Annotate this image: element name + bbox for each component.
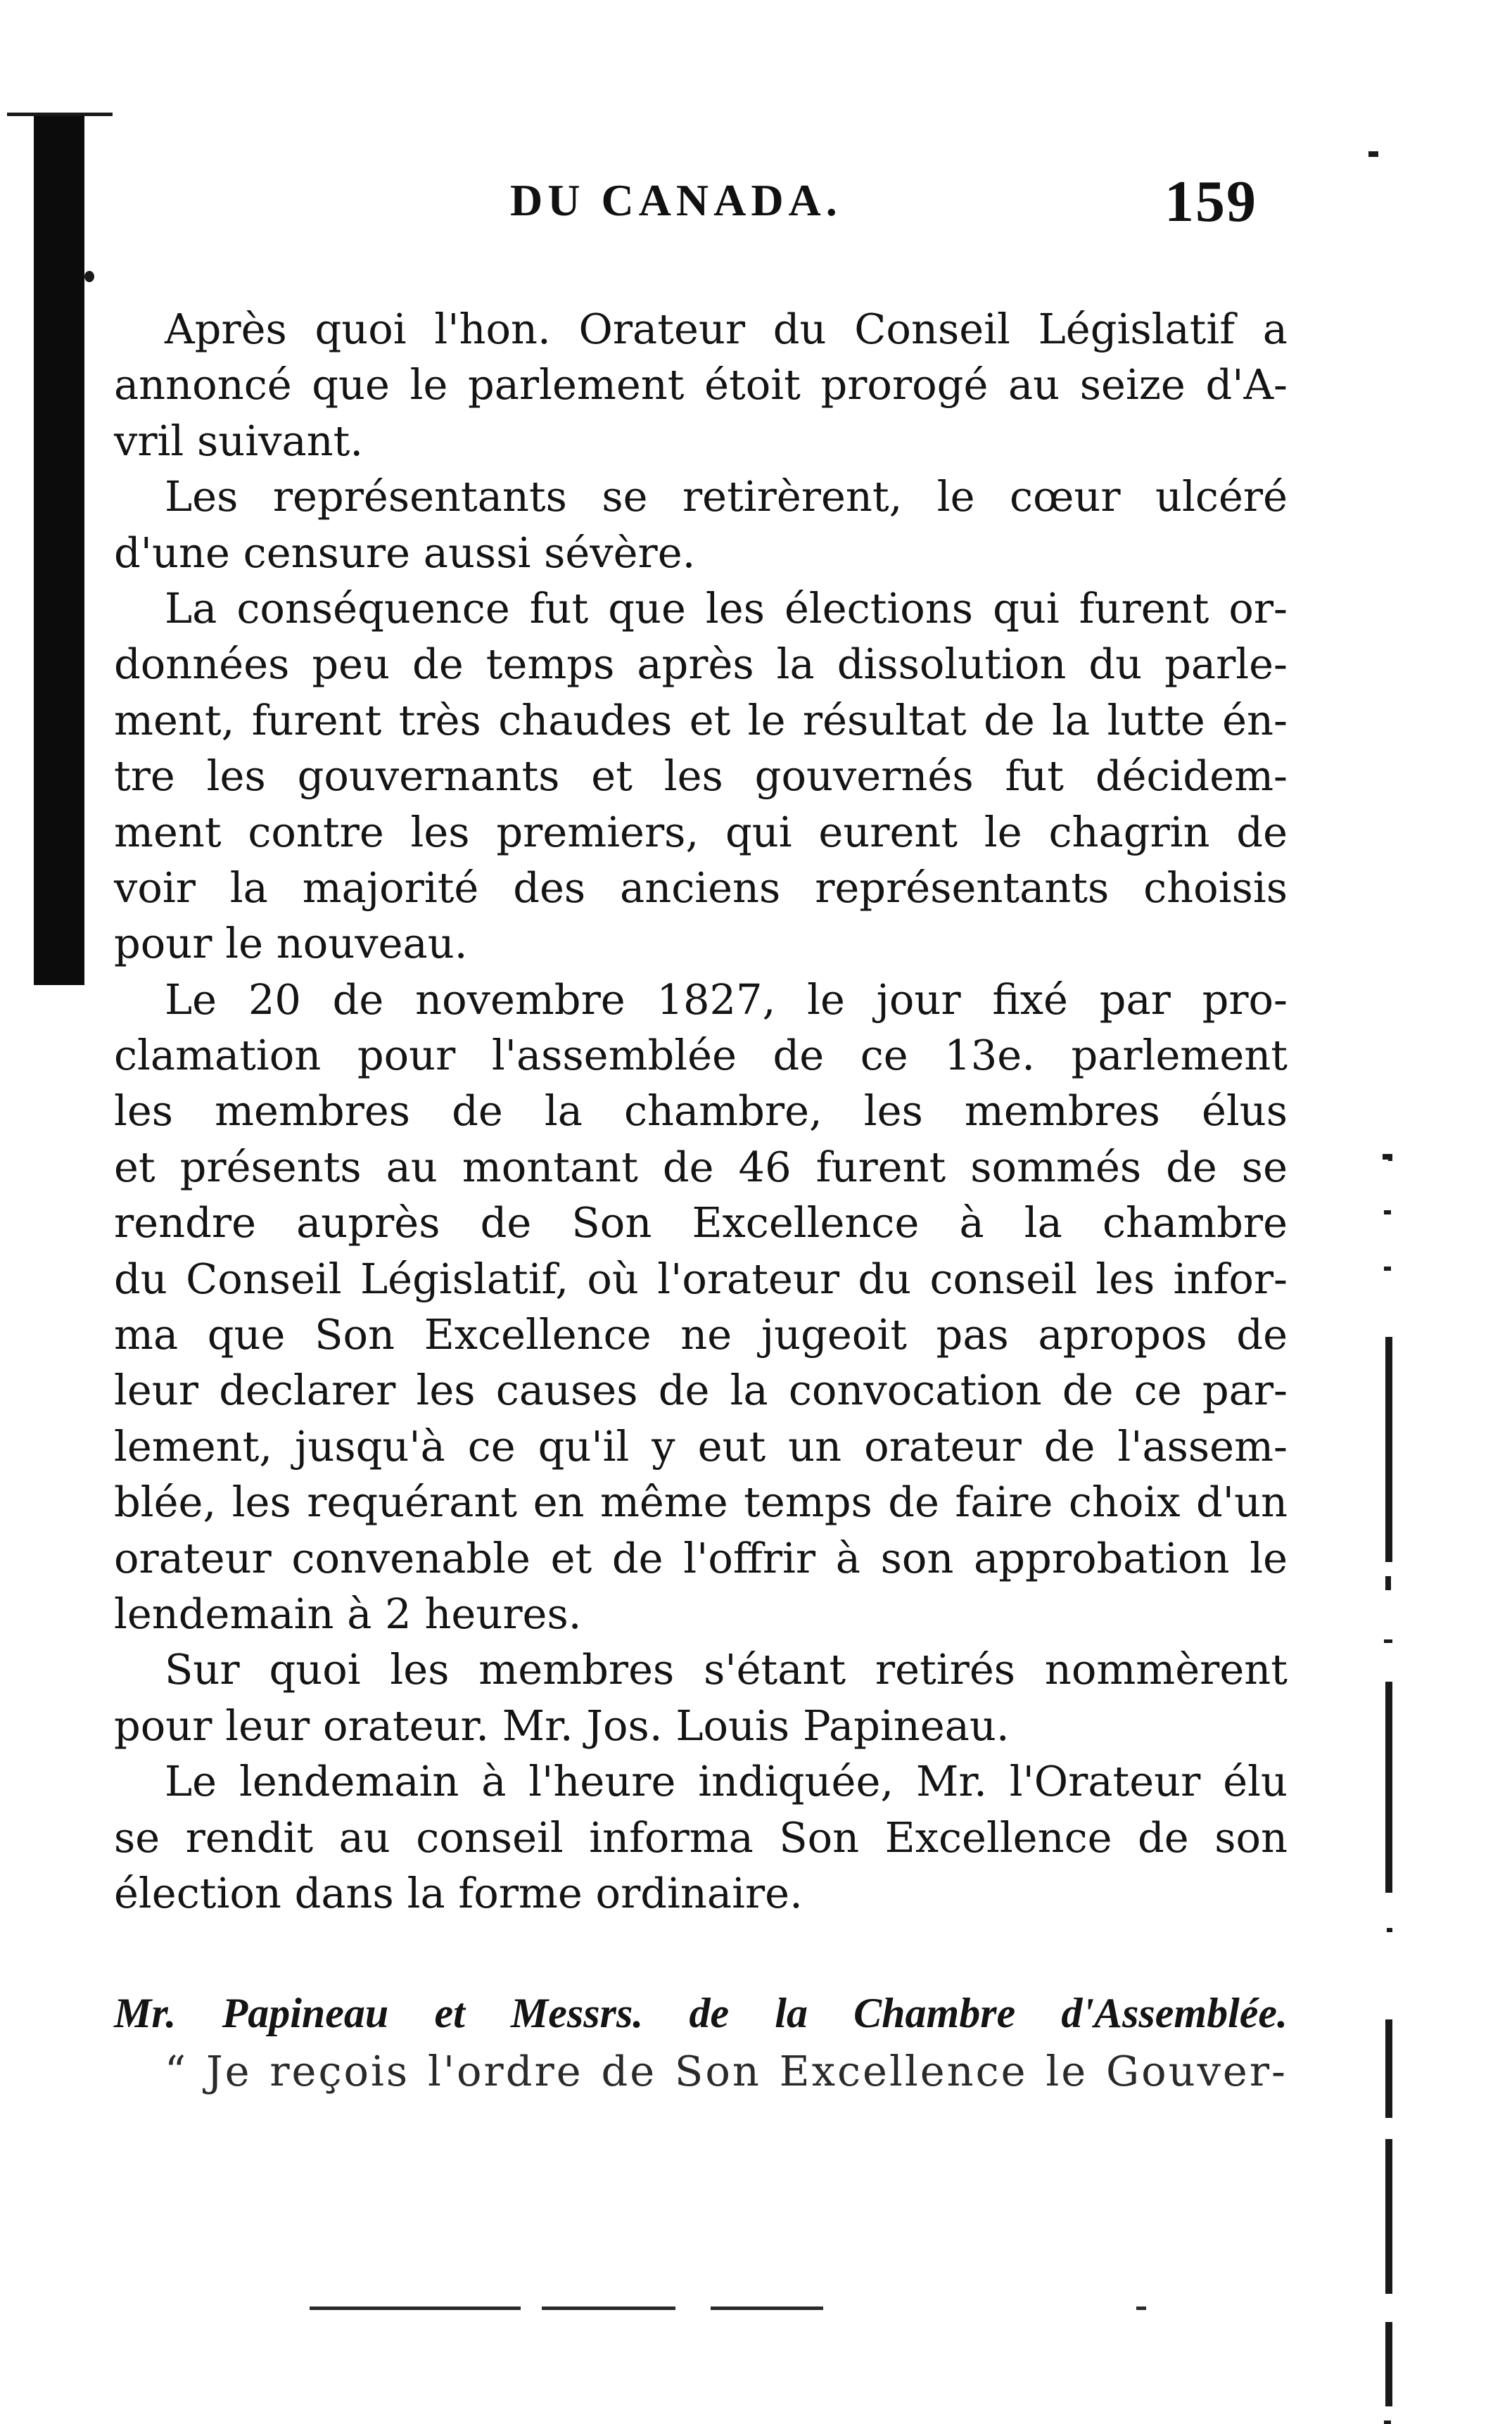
text-line: lement, jusqu'à ce qu'il y eut un orateur de l'assem- — [114, 1421, 1288, 1471]
text-line: et présents au montant de 46 furent sommés de se — [114, 1142, 1288, 1191]
text-line: les membres de la chambre, les membres élus — [114, 1086, 1288, 1136]
address-section — [114, 1983, 1288, 2100]
text-line: vril suivant. — [114, 416, 364, 465]
scan-bottom-rule — [310, 2306, 521, 2310]
text-line: Le 20 de novembre 1827, le jour fixé par pro- — [165, 975, 1288, 1024]
address-heading: Mr. Papineau et Messrs. de la Chambre d'Assemblée. — [114, 1990, 1288, 2036]
scan-speck — [84, 271, 94, 282]
scan-bottom-rule — [542, 2306, 675, 2310]
scan-bottom-rule — [711, 2306, 823, 2310]
text-line: blée, les requérant en même temps de faire choix d'un — [114, 1478, 1288, 1527]
text-line: Sur quoi les membres s'étant retirés nommèrent — [165, 1645, 1288, 1694]
scan-corner-mark — [1368, 151, 1378, 157]
scan-bottom-speck — [1136, 2306, 1146, 2310]
text-line: voir la majorité des anciens représentants choisis — [114, 863, 1288, 912]
text-line: ment, furent très chaudes et le résultat de la lutte én- — [114, 695, 1288, 744]
text-line: d'une censure aussi sévère. — [114, 528, 696, 577]
text-line: pour leur orateur. Mr. Jos. Louis Papineau. — [114, 1701, 1010, 1750]
text-line: clamation pour l'assemblée de ce 13e. parlement — [114, 1031, 1288, 1080]
text-line: lendemain à 2 heures. — [114, 1589, 582, 1638]
text-line: rendre auprès de Son Excellence à la chambre — [114, 1198, 1288, 1248]
body-text — [114, 301, 1288, 1921]
text-line: Les représentants se retirèrent, le cœur ulcéré — [165, 472, 1288, 521]
scan-edge-bar — [34, 116, 84, 985]
text-line: se rendit au conseil informa Son Excellence de son — [114, 1813, 1288, 1862]
text-line: données peu de temps après la dissolution du parle- — [114, 640, 1288, 689]
text-line: La conséquence fut que les élections qui furent or- — [165, 583, 1288, 633]
text-line: Le lendemain à l'heure indiquée, Mr. l'Orateur élu — [165, 1757, 1288, 1806]
running-title: DU CANADA. — [510, 175, 842, 225]
text-line: annoncé que le parlement étoit prorogé au seize d'A- — [114, 360, 1288, 410]
text-line: orateur convenable et de l'offrir à son approbation le — [114, 1533, 1288, 1582]
running-head — [0, 169, 1512, 239]
page-number: 159 — [1164, 169, 1257, 234]
scan-right-margin-marks — [1368, 1154, 1425, 2280]
text-line: ma que Son Excellence ne jugeoit pas apropos de — [114, 1310, 1288, 1359]
text-line: tre les gouvernants et les gouvernés fut décidem- — [114, 751, 1288, 801]
text-line: ment contre les premiers, qui eurent le chagrin de — [114, 807, 1288, 856]
text-line: leur declarer les causes de la convocation de ce par- — [114, 1366, 1288, 1415]
text-line: Après quoi l'hon. Orateur du Conseil Législatif a — [165, 305, 1288, 353]
text-line: élection dans la forme ordinaire. — [114, 1868, 803, 1917]
text-line: du Conseil Législatif, où l'orateur du conseil les infor- — [114, 1254, 1288, 1303]
address-first-line: “ Je reçois l'ordre de Son Excellence le Gouver- — [165, 2047, 1288, 2095]
text-line: pour le nouveau. — [114, 919, 468, 968]
